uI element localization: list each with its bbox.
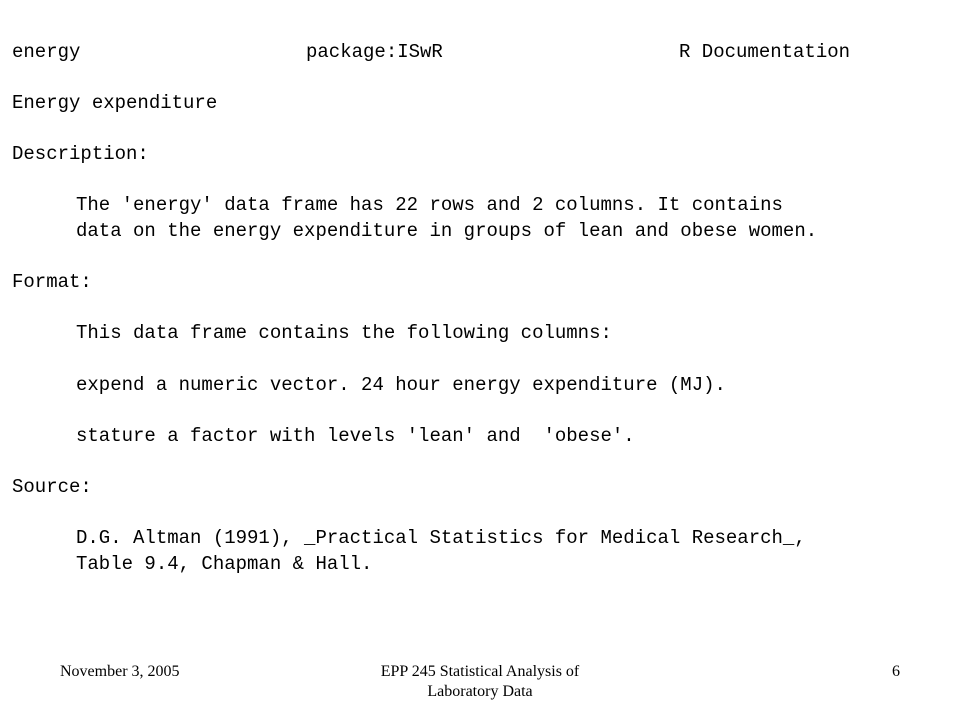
format-intro: This data frame contains the following columns:: [76, 322, 612, 344]
source-heading: Source:: [12, 476, 92, 498]
description-line: data on the energy expenditure in groups of lean and obese women.: [76, 220, 818, 242]
footer-date: November 3, 2005: [60, 663, 180, 680]
topic-name: energy: [12, 41, 81, 63]
format-column-item: expend a numeric vector. 24 hour energy expenditure (MJ).: [76, 374, 726, 396]
format-heading: Format:: [12, 271, 92, 293]
package-name: package:ISwR: [306, 41, 443, 63]
format-column-item: stature a factor with levels 'lean' and 'obese'.: [76, 425, 635, 447]
source-line: D.G. Altman (1991), _Practical Statistics for Medical Research_,: [76, 527, 806, 549]
footer-course-line: Laboratory Data: [427, 683, 533, 700]
source-line: Table 9.4, Chapman & Hall.: [76, 553, 373, 575]
footer-page-number: 6: [892, 663, 900, 680]
doc-title: Energy expenditure: [12, 92, 218, 114]
doc-type-label: R Documentation: [679, 41, 851, 63]
description-heading: Description:: [12, 143, 149, 165]
footer-course-title: [300, 662, 660, 702]
description-line: The 'energy' data frame has 22 rows and 2 columns. It contains: [76, 194, 783, 216]
footer-course-line: EPP 245 Statistical Analysis of: [380, 663, 580, 680]
